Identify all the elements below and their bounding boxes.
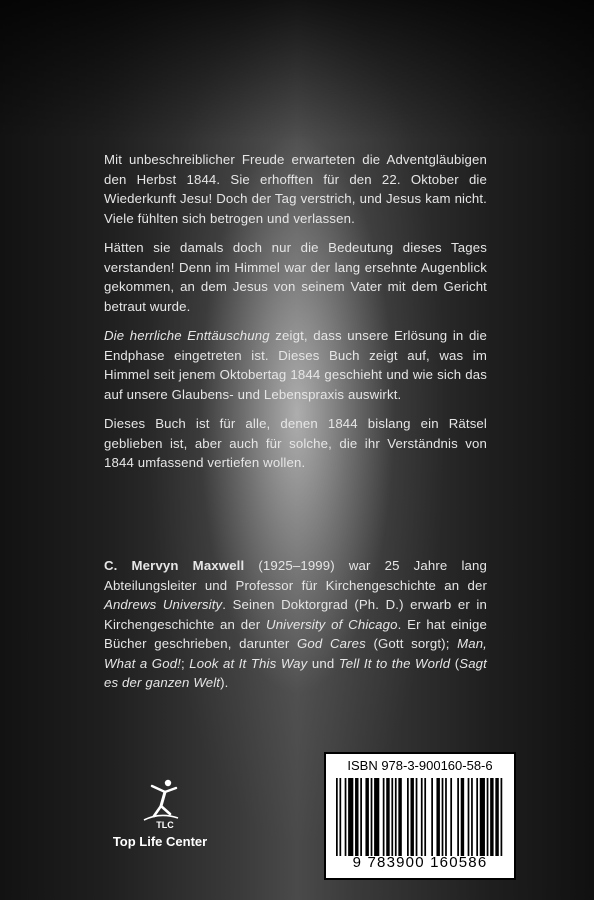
book-title: Look at It This Way: [189, 655, 308, 671]
barcode-bar: [386, 778, 389, 856]
barcode-bar: [431, 778, 433, 856]
barcode-bar: [424, 778, 426, 856]
barcode-bar: [398, 778, 401, 856]
blurb-text: [104, 150, 487, 483]
publisher-logo-text: TLC: [156, 820, 174, 830]
barcode-bar: [383, 778, 385, 856]
barcode-bar: [442, 778, 444, 856]
author-bio-text: (1925–1999) war 25 Jahre lang Abteilungsleiter und Professor für Kirchengeschichte an der: [104, 558, 487, 593]
author-bio-text: (: [450, 655, 460, 671]
isbn-label: ISBN 978-3-900160-58-6: [347, 758, 493, 773]
barcode-bar: [421, 778, 423, 856]
barcode-bar: [487, 778, 489, 856]
barcode-bar: [471, 778, 473, 856]
author-bio-text: . Seinen Doktorgrad (Ph. D.) erwarb er in Kirchengeschichte an der: [104, 597, 487, 632]
barcode-bar: [339, 778, 341, 856]
university-name: Andrews University: [104, 597, 223, 612]
author-bio-text: ;: [181, 655, 190, 671]
barcode-bar: [468, 778, 470, 856]
barcode-bar: [480, 778, 485, 856]
blurb-paragraph-2: Hätten sie damals doch nur die Bedeutung dieses Tages verstanden! Denn im Himmel war der lang ersehnte Augenblick gekommen, an dem Jesus von seinem Vater mit dem Gericht betraut wurde.: [104, 240, 487, 314]
barcode-bar: [436, 778, 439, 856]
barcode-bar: [360, 778, 362, 856]
author-name: C. Mervyn Maxwell: [104, 558, 245, 573]
barcode-bar: [345, 778, 347, 856]
university-name: University of Chicago: [266, 616, 398, 632]
barcode-bar: [336, 778, 338, 856]
book-title: God Cares: [297, 636, 366, 651]
barcode-bar: [461, 778, 464, 856]
barcode-bar: [374, 778, 379, 856]
author-bio: [104, 556, 487, 693]
barcode-bar: [391, 778, 393, 856]
blurb-paragraph-3-text: zeigt, dass unsere Erlösung in die Endphase eingetreten ist. Dieses Buch zeigt auf, was im Himmel seit jenem Oktobertag 1844 geschieht und wie sich das auf unsere Glaubens- und Lebenspraxis auswirkt.: [104, 328, 487, 402]
barcode-bar: [445, 778, 447, 856]
book-title: Die herrliche Enttäuschung: [104, 328, 270, 343]
barcode-bar: [355, 778, 358, 856]
book-title: Man, What a God!: [104, 636, 487, 671]
barcode-bar: [450, 778, 452, 856]
barcode-digits: 9 783900 160586: [352, 854, 488, 871]
blurb-paragraph-4: Dieses Buch ist für alle, denen 1844 bislang ein Rätsel geblieben ist, aber auch für solche, die ihr Verständnis von 1844 umfassend vertiefen wollen.: [104, 416, 487, 470]
publisher-block: [100, 772, 220, 862]
barcode-bar: [371, 778, 373, 856]
barcode-bar: [348, 778, 353, 856]
barcode-bar: [501, 778, 503, 856]
barcode-bar: [490, 778, 493, 856]
blurb-paragraph-1: Mit unbeschreiblicher Freude erwarteten die Adventgläubigen den Herbst 1844. Sie erhofften für den 22. Oktober die Wiederkunft Jesu! Doch der Tag verstrich, und Jesus kam nicht. Viele fühlten sich betrogen und verlassen.: [104, 152, 487, 226]
author-bio-text: . Er hat einige Bücher geschrieben, darunter: [104, 616, 488, 651]
barcode-icon: [336, 778, 504, 856]
book-title: Tell It to the World: [338, 655, 451, 671]
author-bio-text: ).: [220, 675, 229, 690]
barcode-bar: [410, 778, 413, 856]
barcode-bar: [365, 778, 368, 856]
book-title: Sagt es der ganzen Welt: [104, 655, 487, 690]
barcode-bar: [457, 778, 459, 856]
barcode-bar: [407, 778, 409, 856]
author-bio-text: (Gott sorgt);: [365, 636, 458, 651]
publisher-name: Top Life Center: [112, 834, 208, 849]
blurb-paragraph-3: [104, 326, 487, 404]
barcode-bar: [476, 778, 478, 856]
author-bio-text: und: [307, 655, 339, 671]
publisher-logo-icon: [130, 776, 190, 832]
isbn-barcode-box: [324, 752, 516, 880]
barcode-bar: [495, 778, 498, 856]
background-fade: [0, 0, 594, 140]
barcode-bar: [395, 778, 397, 856]
barcode-bar: [416, 778, 418, 856]
